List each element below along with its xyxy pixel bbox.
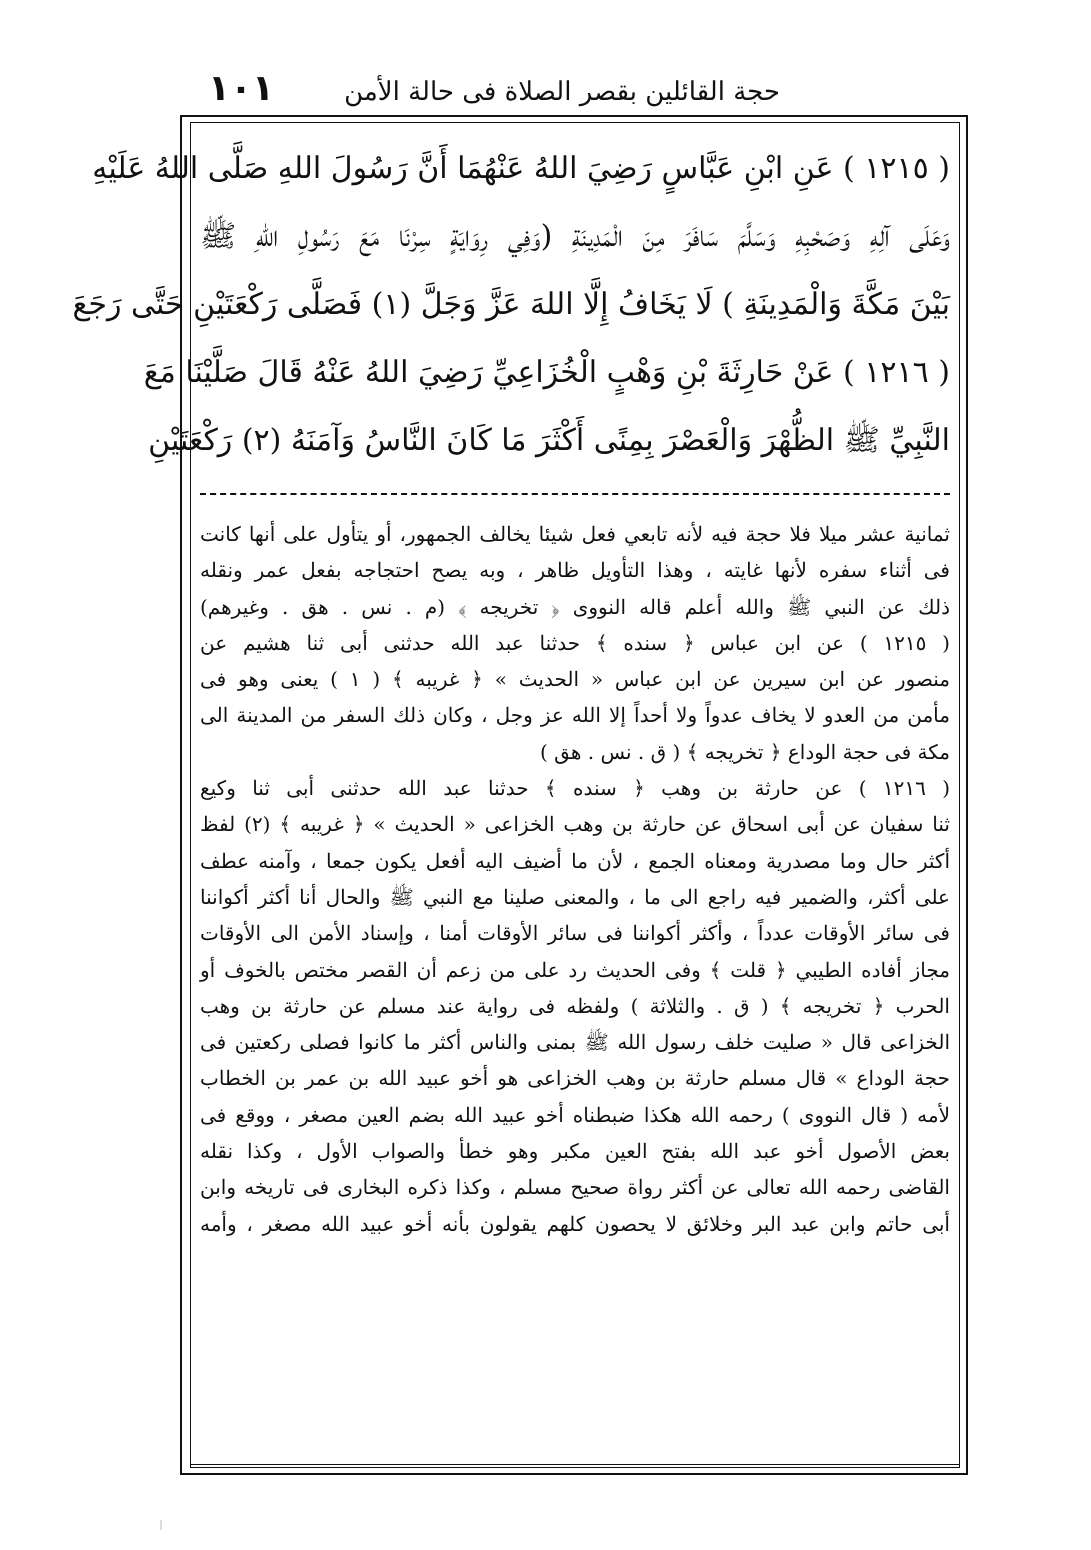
commentary-line: مأمن من العدو لا يخاف عدواً ولا أحداً إلا الله عز وجل ، وكان ذلك السفر من المدينة الى xyxy=(200,703,950,728)
frame-bottom-rule xyxy=(190,1464,960,1465)
hadith-line: ( ١٢١٦ ) عَنْ حَارِثَةَ بْنِ وَهْبٍ الْخُزَاعِيِّ رَضِيَ اللهُ عَنْهُ قَالَ صَلَّيْنَا مَعَ xyxy=(143,355,950,390)
hadith-line: وَعَلَى آلِهِ وَصَحْبِهِ وَسَلَّمَ سَافَرَ مِنَ الْمَدِينَةِ (وَفِي رِوَايَةٍ سِرْنَا مَعَ رَسُولِ اللهِ ﷺ xyxy=(200,219,950,254)
hadith-line: النَّبِيِّ ﷺ الظُّهْرَ وَالْعَصْرَ بِمِنًى أَكْثَرَ مَا كَانَ النَّاسُ وَآمَنَهُ (٢) رَكْعَتَيْنِ xyxy=(148,423,950,458)
commentary-line: الخزاعى قال « صليت خلف رسول الله ﷺ بمنى والناس أكثر ما كانوا فصلى ركعتين فى xyxy=(200,1030,950,1055)
commentary-line: مجاز أفاده الطيبي ﴿ قلت ﴾ وفى الحديث رد على من زعم أن القصر مختص بالخوف أو xyxy=(200,957,950,982)
commentary-line: القاضى رحمه الله تعالى عن أكثر رواة صحيح مسلم ، وكذا ذكره البخارى فى تاريخه وابن xyxy=(200,1175,950,1200)
hadith-line: بَيْنَ مَكَّةَ وَالْمَدِينَةِ ) لَا يَخَافُ إِلَّا اللهَ عَزَّ وَجَلَّ (١) فَصَلَّى رَكْعَتَيْنِ حَتَّى رَجَعَ xyxy=(72,287,950,322)
scan-margin-mark xyxy=(160,1520,162,1530)
hadith-line: ( ١٢١٥ ) عَنِ ابْنِ عَبَّاسٍ رَضِيَ اللهُ عَنْهُمَا أَنَّ رَسُولَ اللهِ صَلَّى اللهُ عَلَيْهِ xyxy=(92,151,950,186)
commentary-line: أكثر حال وما مصدرية ومعناه الجمع ، لأن ما أضيف اليه أفعل يكون جمعا ، وآمنه عطف xyxy=(200,848,950,873)
commentary-line: حجة الوداع » قال مسلم حارثة بن وهب الخزاعى هو أخو عبيد الله بن عمر بن الخطاب xyxy=(200,1066,950,1091)
commentary-line: مكة فى حجة الوداع ﴿ تخريجه ﴾ ( ق . نس . هق ) xyxy=(539,739,950,764)
commentary-line: ( ١٢١٦ ) عن حارثة بن وهب ﴿ سنده ﴾ حدثنا عبد الله حدثنى أبى ثنا وكيع xyxy=(200,776,950,801)
commentary-line: على أكثر، والضمير فيه راجع الى ما ، والمعنى صلينا مع النبي ﷺ والحال أنا أكثر أكواننا xyxy=(200,884,950,909)
section-divider xyxy=(200,493,950,495)
commentary-line: ثنا سفيان عن أبى اسحاق عن حارثة بن وهب الخزاعى « الحديث » ﴿ غريبه ﴾ (٢) لفظ xyxy=(200,812,951,837)
page-header xyxy=(180,66,780,116)
commentary-line: فى أثناء سفره لأنها غايته ، وهذا التأويل ظاهر ، وبه يصح احتجاجه بفعل عمر ونقله xyxy=(200,558,950,583)
commentary-line: ثمانية عشر ميلا فلا حجة فيه لأنه تابعي فعل شيئا يخالف الجمهور، أو يتأول على أنها كانت xyxy=(200,522,950,546)
commentary-line: منصور عن ابن سيرين عن ابن عباس « الحديث » ﴿ غريبه ﴾ ( ١ ) يعنى وهو فى xyxy=(200,667,950,692)
running-title: حجة القائلين بقصر الصلاة فى حالة الأمن xyxy=(344,77,780,107)
commentary-line: الحرب ﴿ تخريجه ﴾ ( ق . والثلاثة ) ولفظه فى رواية عند مسلم عن حارثة بن وهب xyxy=(200,993,950,1018)
commentary-line: ذلك عن النبي ﷺ والله أعلم قاله النووى ﴿ تخريجه ﴾ (م . نس . هق . وغيرهم) xyxy=(200,594,950,619)
commentary-line: لأمه ( قال النووى ) رحمه الله هكذا ضبطناه أخو عبيد الله بضم العين مصغر ، ووقع فى xyxy=(200,1102,950,1127)
commentary-line: ( ١٢١٥ ) عن ابن عباس ﴿ سنده ﴾ حدثنا عبد الله حدثنى أبى ثنا هشيم عن xyxy=(200,630,950,655)
hadith-text-block xyxy=(72,135,950,475)
commentary-line: فى سائر الأوقات عدداً ، وأكثر أكواننا فى سائر الأوقات أمنا ، وإسناد الأمن الى الأوقات xyxy=(200,921,950,946)
page-number: ١٠١ xyxy=(208,68,274,109)
commentary-block xyxy=(200,516,950,1242)
commentary-line: أبى حاتم وابن عبد البر وخلائق لا يحصون كلهم يقولون بأنه أخو عبيد الله مصغر ، وأمه xyxy=(200,1211,950,1236)
commentary-line: بعض الأصول أخو عبد الله بفتح العين مكبر وهو خطأ والصواب الأول ، وكذا نقله xyxy=(200,1139,950,1164)
